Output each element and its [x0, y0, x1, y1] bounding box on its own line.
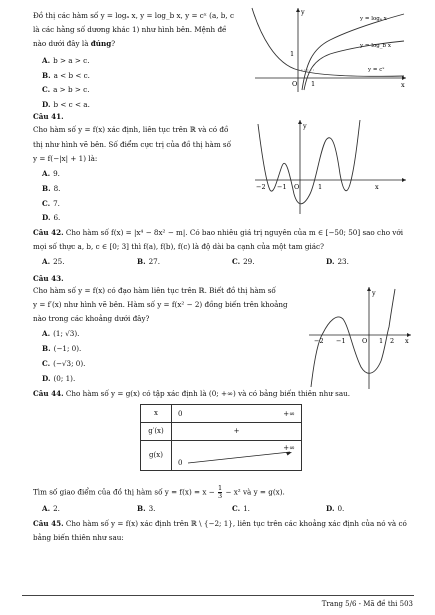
- q41-curve: [258, 120, 360, 204]
- q43-tick-m1: −1: [336, 337, 346, 345]
- q40-option-d[interactable]: D. b < c < a.: [42, 100, 90, 109]
- q44-variation-table: [140, 404, 302, 471]
- table-g-label: g(x): [141, 441, 172, 471]
- q43-line-3: nào trong các khoảng dưới đây?: [33, 314, 150, 323]
- table-x-start: 0: [178, 410, 183, 418]
- q45-line-2: bảng biến thiên như sau:: [33, 533, 124, 542]
- q44-line-1: Câu 44. Cho hàm số y = g(x) có tập xác định là (0; +∞) và có bảng biến thiên như sau.: [33, 389, 351, 398]
- q43-title: Câu 43.: [33, 274, 64, 283]
- q42-option-d[interactable]: D. 23.: [326, 257, 349, 266]
- q40-option-a[interactable]: A. b > a > c.: [42, 56, 90, 65]
- q41-option-c[interactable]: C. 7.: [42, 199, 60, 208]
- q40-y-label: y: [301, 8, 305, 16]
- q43-y-label: y: [372, 289, 376, 297]
- q41-line-2: thị như hình vẽ bên. Số điểm cực trị của đồ thị hàm số: [33, 140, 232, 149]
- q41-tick-m2: −2: [256, 183, 266, 191]
- table-x-row: [172, 405, 302, 423]
- q43-line-1: Cho hàm số y = f(x) có đạo hàm liên tục trên ℝ. Biết đồ thị hàm số: [33, 286, 276, 295]
- q41-tick-1: 1: [318, 183, 323, 191]
- q40-x-one: 1: [311, 80, 316, 88]
- q44-option-c[interactable]: C. 1.: [232, 504, 250, 513]
- q42-option-c[interactable]: C. 29.: [232, 257, 255, 266]
- q41-option-b[interactable]: B. 8.: [42, 184, 61, 193]
- q41-title: Câu 41.: [33, 112, 64, 121]
- q43-option-d[interactable]: D. (0; 1).: [42, 374, 76, 383]
- q41-line-3: y = f(−|x| + 1) là:: [33, 154, 98, 163]
- q45-line-1: Câu 45. Cho hàm số y = f(x) xác định trên ℝ \ {−2; 1}, liên tục trên các khoảng xác định của nó và có: [33, 519, 407, 528]
- table-x-label: x: [141, 405, 172, 423]
- footer-divider: [22, 595, 414, 596]
- q41-x-label: x: [375, 183, 379, 191]
- q43-option-c[interactable]: C. (−√3; 0).: [42, 359, 86, 368]
- log-a-curve: [302, 14, 404, 90]
- q44-option-b[interactable]: B. 3.: [137, 504, 156, 513]
- q40-x-label: x: [401, 81, 405, 89]
- q43-option-b[interactable]: B. (−1; 0).: [42, 344, 82, 353]
- emphasis-word: đúng: [90, 39, 112, 48]
- q41-tick-o: O: [294, 183, 300, 191]
- q40-line-2: là các hằng số dương khác 1) như hình bên. Mệnh đề: [33, 25, 227, 34]
- q41-option-d[interactable]: D. 6.: [42, 213, 61, 222]
- q42-line-1: Câu 42. Cho hàm số f(x) = |x⁴ − 8x² − m|. Có bao nhiêu giá trị nguyên của m ∈ [−50; 50] sao cho với: [33, 228, 403, 237]
- q40-curve1-label: y = logₐ x: [360, 16, 387, 22]
- q42-option-a[interactable]: A. 25.: [42, 257, 65, 266]
- fraction: $\frac{1}{3}$: [218, 484, 223, 501]
- q43-x-label: x: [405, 337, 409, 345]
- q44-option-d[interactable]: D. 0.: [326, 504, 345, 513]
- q40-curve3-label: y = cˣ: [368, 67, 385, 73]
- table-g-row: [172, 441, 302, 471]
- q42-line-2: mọi số thực a, b, c ∈ [0; 3] thì f(a), f(b), f(c) là độ dài ba cạnh của một tam giác?: [33, 242, 324, 251]
- q41-option-a[interactable]: A. 9.: [42, 169, 60, 178]
- table-dg-sign: +: [172, 423, 302, 441]
- q41-tick-m1: −1: [277, 183, 287, 191]
- q43-tick-o: O: [362, 337, 368, 345]
- q41-y-label: y: [303, 122, 307, 130]
- q43-tick-m2: −2: [314, 337, 324, 345]
- page-footer: Trang 5/6 - Mã đề thi 503: [321, 600, 413, 608]
- q40-option-b[interactable]: B. a < b < c.: [42, 71, 90, 80]
- q43-tick-2: 2: [390, 337, 395, 345]
- q43-tick-1: 1: [379, 337, 384, 345]
- q41-graph: [250, 116, 410, 216]
- q44-option-a[interactable]: A. 2.: [42, 504, 60, 513]
- q40-origin-label: O: [292, 80, 298, 88]
- q40-curve2-label: y = log_b x: [360, 43, 391, 49]
- q43-line-2: y = f′(x) như hình vẽ bên. Hàm số y = f(x² − 2) đồng biến trên khoảng: [33, 300, 288, 309]
- q40-line-1: Đồ thị các hàm số y = logₐ x, y = log_b x, y = cˣ (a, b, c: [33, 11, 234, 20]
- q40-option-c[interactable]: C. a > b > c.: [42, 85, 90, 94]
- q41-line-1: Cho hàm số y = f(x) xác định, liên tục trên ℝ và có đồ: [33, 125, 229, 134]
- increase-arrow-icon: [186, 449, 296, 465]
- q40-graph: [250, 4, 410, 94]
- q43-option-a[interactable]: A. (1; √3).: [42, 329, 80, 338]
- q40-line-3: nào dưới đây là đúng?: [33, 39, 116, 48]
- q43-graph: [305, 283, 415, 393]
- q44-question: Tìm số giao điểm của đồ thị hàm số y = f(x) = x − $\frac{1}{3}$ − x² và y = g(x).: [33, 484, 285, 501]
- table-g-end: +∞: [283, 444, 295, 452]
- q40-y-one: 1: [290, 50, 295, 58]
- table-dg-label: g′(x): [141, 423, 172, 441]
- table-x-end: +∞: [283, 410, 295, 418]
- q42-option-b[interactable]: B. 27.: [137, 257, 161, 266]
- table-g-start: 0: [178, 459, 183, 468]
